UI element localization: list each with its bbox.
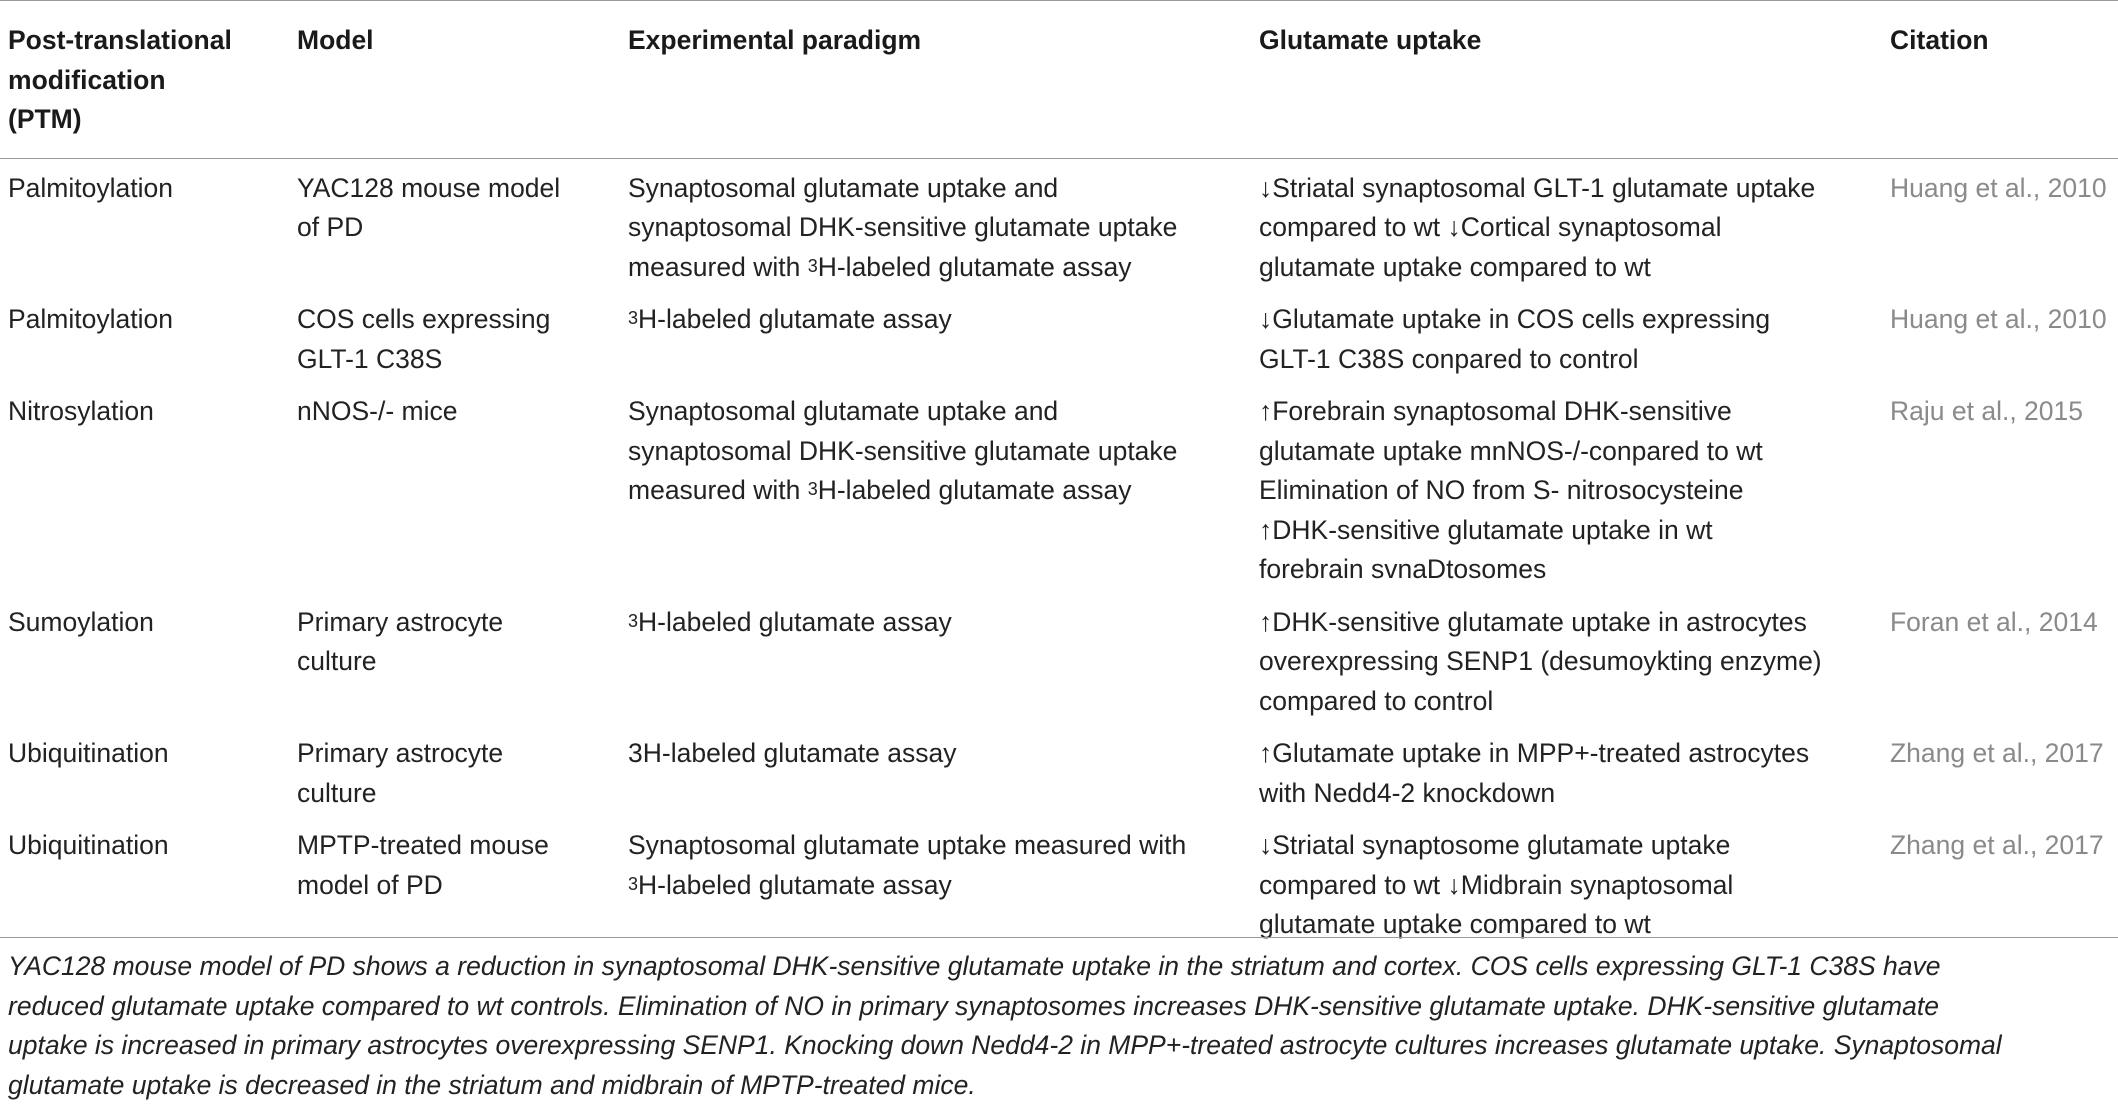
cell-glutamate-uptake bbox=[1251, 724, 1882, 816]
uptake-line: Elimination of NO from S- nitrosocysteine bbox=[1259, 471, 1882, 511]
isotope-superscript: 3 bbox=[808, 256, 818, 276]
cell-citation bbox=[1882, 382, 2118, 593]
citation-text: Raju et al., 2015 bbox=[1890, 392, 2118, 432]
cell-glutamate-uptake bbox=[1251, 290, 1882, 382]
table-footnote bbox=[0, 937, 2118, 1105]
uptake-line: compared to wt ↓Cortical synaptosomal bbox=[1259, 208, 1882, 248]
cell-model bbox=[289, 382, 620, 593]
paradigm-line bbox=[628, 392, 1251, 432]
table-row bbox=[0, 158, 2118, 290]
table-row bbox=[0, 593, 2118, 725]
header-uptake bbox=[1251, 1, 1882, 159]
header-model bbox=[289, 1, 620, 159]
citation-text: Foran et al., 2014 bbox=[1890, 603, 2118, 643]
cell-ptm bbox=[0, 382, 289, 593]
cell-citation bbox=[1882, 290, 2118, 382]
footnote-line: YAC128 mouse model of PD shows a reduction in synaptosomal DHK-sensitive glutamate uptake in the striatum and cortex. COS cells expressing GLT-1 C38S have bbox=[8, 947, 2110, 987]
cell-model bbox=[289, 290, 620, 382]
cell-ptm bbox=[0, 158, 289, 290]
cell-paradigm bbox=[620, 593, 1251, 725]
footnote-line: uptake is increased in primary astrocytes overexpressing SENP1. Knocking down Nedd4-2 in MPP+-treated astrocyte cultures increases glutamate uptake. Synaptosomal bbox=[8, 1026, 2110, 1066]
citation-text: Zhang et al., 2017 bbox=[1890, 734, 2118, 774]
model-line: of PD bbox=[297, 208, 620, 248]
paradigm-text: 3H-labeled glutamate assay bbox=[628, 738, 957, 768]
header-paradigm bbox=[620, 1, 1251, 159]
cell-model bbox=[289, 724, 620, 816]
model-line: nNOS-/- mice bbox=[297, 392, 620, 432]
paradigm-text: synaptosomal DHK-sensitive glutamate uptake bbox=[628, 436, 1177, 466]
isotope-superscript: 3 bbox=[808, 479, 818, 499]
footnote-line: glutamate uptake is decreased in the striatum and midbrain of MPTP-treated mice. bbox=[8, 1066, 2110, 1105]
cell-paradigm bbox=[620, 158, 1251, 290]
header-line: modification bbox=[8, 61, 289, 101]
header-line: Citation bbox=[1890, 21, 2118, 61]
cell-citation bbox=[1882, 816, 2118, 948]
ptm-text: Sumoylation bbox=[8, 603, 289, 643]
cell-model bbox=[289, 816, 620, 948]
uptake-line: compared to control bbox=[1259, 682, 1882, 722]
citation-text: Huang et al., 2010 bbox=[1890, 169, 2118, 209]
paradigm-line bbox=[628, 471, 1251, 511]
header-line: (PTM) bbox=[8, 100, 289, 140]
header-line: Glutamate uptake bbox=[1259, 21, 1882, 61]
cell-ptm bbox=[0, 290, 289, 382]
uptake-line: ↓Striatal synaptosomal GLT-1 glutamate uptake bbox=[1259, 169, 1882, 209]
uptake-line: ↑Glutamate uptake in MPP+-treated astrocytes bbox=[1259, 734, 1882, 774]
table-row bbox=[0, 382, 2118, 593]
cell-citation bbox=[1882, 593, 2118, 725]
uptake-line: ↑Forebrain synaptosomal DHK-sensitive bbox=[1259, 392, 1882, 432]
paradigm-text: H-labeled glutamate assay bbox=[638, 870, 952, 900]
cell-paradigm bbox=[620, 724, 1251, 816]
paradigm-text: measured with bbox=[628, 475, 808, 505]
footnote-line: reduced glutamate uptake compared to wt controls. Elimination of NO in primary synaptosomes increases DHK-sensitive glutamate uptake. DHK-sensitive glutamate bbox=[8, 987, 2110, 1027]
model-line: culture bbox=[297, 642, 620, 682]
uptake-line: ↑DHK-sensitive glutamate uptake in astrocytes bbox=[1259, 603, 1882, 643]
cell-ptm bbox=[0, 593, 289, 725]
model-line: culture bbox=[297, 774, 620, 814]
paradigm-line bbox=[628, 208, 1251, 248]
paradigm-line bbox=[628, 866, 1251, 906]
uptake-line: compared to wt ↓Midbrain synaptosomal bbox=[1259, 866, 1882, 906]
uptake-line: glutamate uptake compared to wt bbox=[1259, 248, 1882, 288]
paradigm-line bbox=[628, 826, 1251, 866]
cell-glutamate-uptake bbox=[1251, 816, 1882, 948]
uptake-line: ↑DHK-sensitive glutamate uptake in wt bbox=[1259, 511, 1882, 551]
paradigm-text: Synaptosomal glutamate uptake measured with bbox=[628, 830, 1186, 860]
cell-paradigm bbox=[620, 382, 1251, 593]
isotope-superscript: 3 bbox=[628, 874, 638, 894]
ptm-text: Palmitoylation bbox=[8, 300, 289, 340]
uptake-line: overexpressing SENP1 (desumoykting enzyme) bbox=[1259, 642, 1882, 682]
table-row bbox=[0, 290, 2118, 382]
uptake-line: glutamate uptake compared to wt bbox=[1259, 905, 1882, 945]
uptake-line: forebrain svnaDtosomes bbox=[1259, 550, 1882, 590]
ptm-text: Ubiquitination bbox=[8, 734, 289, 774]
cell-model bbox=[289, 158, 620, 290]
model-line: model of PD bbox=[297, 866, 620, 906]
paradigm-text: H-labeled glutamate assay bbox=[638, 607, 952, 637]
header-line: Experimental paradigm bbox=[628, 21, 1251, 61]
model-line: MPTP-treated mouse bbox=[297, 826, 620, 866]
uptake-line: with Nedd4-2 knockdown bbox=[1259, 774, 1882, 814]
cell-ptm bbox=[0, 724, 289, 816]
cell-citation bbox=[1882, 724, 2118, 816]
table-header bbox=[0, 1, 2118, 159]
citation-text: Zhang et al., 2017 bbox=[1890, 826, 2118, 866]
cell-paradigm bbox=[620, 290, 1251, 382]
citation-text: Huang et al., 2010 bbox=[1890, 300, 2118, 340]
model-line: Primary astrocyte bbox=[297, 603, 620, 643]
paradigm-text: H-labeled glutamate assay bbox=[638, 304, 952, 334]
ptm-text: Nitrosylation bbox=[8, 392, 289, 432]
paradigm-text: Synaptosomal glutamate uptake and bbox=[628, 173, 1058, 203]
paradigm-line bbox=[628, 248, 1251, 288]
paradigm-line bbox=[628, 169, 1251, 209]
model-line: YAC128 mouse model bbox=[297, 169, 620, 209]
cell-model bbox=[289, 593, 620, 725]
cell-citation bbox=[1882, 158, 2118, 290]
header-citation bbox=[1882, 1, 2118, 159]
paradigm-text: measured with bbox=[628, 252, 808, 282]
paradigm-line bbox=[628, 300, 1251, 340]
header-ptm bbox=[0, 1, 289, 159]
isotope-superscript: 3 bbox=[628, 611, 638, 631]
header-line: Model bbox=[297, 21, 620, 61]
cell-glutamate-uptake bbox=[1251, 382, 1882, 593]
cell-ptm bbox=[0, 816, 289, 948]
cell-glutamate-uptake bbox=[1251, 593, 1882, 725]
cell-paradigm bbox=[620, 816, 1251, 948]
header-row bbox=[0, 1, 2118, 159]
ptm-text: Ubiquitination bbox=[8, 826, 289, 866]
uptake-line: glutamate uptake mnNOS-/-conpared to wt bbox=[1259, 432, 1882, 472]
ptm-text: Palmitoylation bbox=[8, 169, 289, 209]
model-line: Primary astrocyte bbox=[297, 734, 620, 774]
paradigm-text: H-labeled glutamate assay bbox=[818, 475, 1132, 505]
header-line: Post-translational bbox=[8, 21, 289, 61]
paradigm-line bbox=[628, 432, 1251, 472]
paradigm-text: synaptosomal DHK-sensitive glutamate uptake bbox=[628, 212, 1177, 242]
isotope-superscript: 3 bbox=[628, 308, 638, 328]
model-line: COS cells expressing bbox=[297, 300, 620, 340]
table-row bbox=[0, 724, 2118, 816]
uptake-line: ↓Glutamate uptake in COS cells expressing bbox=[1259, 300, 1882, 340]
paradigm-line bbox=[628, 603, 1251, 643]
table-body bbox=[0, 158, 2118, 948]
uptake-line: ↓Striatal synaptosome glutamate uptake bbox=[1259, 826, 1882, 866]
paradigm-text: Synaptosomal glutamate uptake and bbox=[628, 396, 1058, 426]
uptake-line: GLT-1 C38S conpared to control bbox=[1259, 340, 1882, 380]
model-line: GLT-1 C38S bbox=[297, 340, 620, 380]
paradigm-text: H-labeled glutamate assay bbox=[818, 252, 1132, 282]
paradigm-line bbox=[628, 734, 1251, 774]
cell-glutamate-uptake bbox=[1251, 158, 1882, 290]
table-row bbox=[0, 816, 2118, 948]
